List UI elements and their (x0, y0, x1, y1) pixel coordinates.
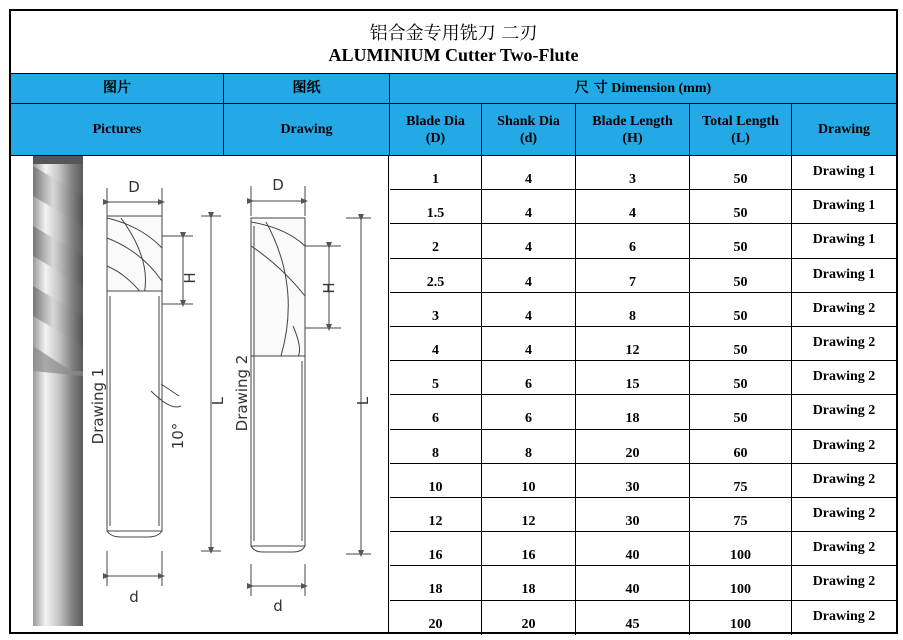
cell-blade-dia: 16 (390, 532, 482, 566)
drawing-2-d-label: d (273, 597, 283, 615)
header-blade-length-symbol: (H) (622, 130, 643, 146)
cell-shank-dia: 18 (482, 566, 576, 600)
cell-blade-dia: 6 (390, 395, 482, 429)
title-english: ALUMINIUM Cutter Two-Flute (328, 45, 579, 65)
cell-shank-dia: 6 (482, 361, 576, 395)
cell-blade-length: 45 (576, 601, 690, 635)
cell-shank-dia: 6 (482, 395, 576, 429)
cell-total-length: 60 (690, 430, 792, 464)
cell-drawing: Drawing 2 (812, 471, 876, 487)
table-row (390, 464, 896, 498)
cell-total-length: 50 (690, 395, 792, 429)
cell-drawing: Drawing 2 (812, 300, 876, 316)
cell-shank-dia: 20 (482, 601, 576, 635)
cell-blade-length: 40 (576, 532, 690, 566)
title-chinese: 铝合金专用铣刀 二刃 (369, 23, 538, 44)
cutter-photo (33, 156, 83, 626)
cell-shank-dia: 8 (482, 430, 576, 464)
cell-total-length: 100 (690, 601, 792, 635)
header-total-length-label: Total Length (702, 113, 779, 129)
cell-shank-dia: 4 (482, 190, 576, 224)
header-blade-dia (390, 104, 482, 156)
cell-blade-dia: 3 (390, 293, 482, 327)
cell-drawing: Drawing 2 (812, 369, 876, 385)
drawing-2-H-label: H (320, 282, 338, 294)
cell-shank-dia: 10 (482, 464, 576, 498)
cell-blade-dia: 5 (390, 361, 482, 395)
cell-total-length: 100 (690, 566, 792, 600)
header-shank-dia (482, 104, 576, 156)
table-row (390, 327, 896, 361)
cell-blade-length: 30 (576, 464, 690, 498)
header-blade-length-label: Blade Length (592, 113, 673, 129)
table-row (390, 224, 896, 258)
cell-drawing: Drawing 2 (812, 574, 876, 590)
cell-shank-dia: 4 (482, 156, 576, 190)
cell-drawing: Drawing 1 (812, 198, 876, 214)
header-blade-dia-label: Blade Dia (406, 113, 465, 129)
cell-blade-dia: 8 (390, 430, 482, 464)
cell-blade-dia: 2.5 (390, 259, 482, 293)
header-blade-length (576, 104, 690, 156)
table-row (390, 259, 896, 293)
drawings-svg (11, 156, 388, 632)
table-row (390, 361, 896, 395)
cell-blade-dia: 1.5 (390, 190, 482, 224)
cell-total-length: 75 (690, 498, 792, 532)
cell-blade-dia: 4 (390, 327, 482, 361)
pictures-and-drawings (11, 156, 389, 632)
cell-drawing: Drawing 1 (812, 232, 876, 248)
table-row (390, 395, 896, 429)
cell-total-length: 50 (690, 156, 792, 190)
drawing-1-D-label: D (128, 178, 140, 196)
drawing-1-d-label: d (129, 588, 139, 606)
cell-drawing: Drawing 2 (812, 403, 876, 419)
table-row (390, 430, 896, 464)
drawing-2 (251, 186, 371, 596)
cell-blade-length: 20 (576, 430, 690, 464)
cell-blade-length: 18 (576, 395, 690, 429)
drawing-1-title: Drawing 1 (89, 367, 107, 445)
cell-blade-length: 30 (576, 498, 690, 532)
header-drawing: Drawing (224, 104, 390, 156)
cell-shank-dia: 4 (482, 224, 576, 258)
table-row (390, 532, 896, 566)
table-row (390, 601, 896, 635)
drawing-2-D-label: D (272, 176, 284, 194)
header-drawing-column: Drawing (792, 104, 896, 156)
cell-blade-dia: 1 (390, 156, 482, 190)
cell-drawing: Drawing 2 (812, 506, 876, 521)
drawing-1-angle: 10° (169, 422, 187, 450)
drawing-1-H-label: H (181, 272, 199, 284)
header-total-length-symbol: (L) (731, 130, 750, 146)
cell-blade-length: 8 (576, 293, 690, 327)
cell-drawing: Drawing 2 (812, 335, 876, 350)
cell-shank-dia: 16 (482, 532, 576, 566)
cell-drawing: Drawing 2 (812, 608, 876, 624)
cell-blade-dia: 20 (390, 601, 482, 635)
drawing-2-title: Drawing 2 (233, 354, 251, 432)
cell-total-length: 50 (690, 190, 792, 224)
table-row (390, 293, 896, 327)
cell-blade-length: 4 (576, 190, 690, 224)
cell-blade-dia: 10 (390, 464, 482, 498)
header-total-length (690, 104, 792, 156)
header-shank-dia-label: Shank Dia (497, 113, 560, 129)
title-block (11, 11, 896, 75)
cell-drawing: Drawing 1 (812, 266, 876, 282)
header-pictures-cn: 图片 (11, 74, 224, 104)
cell-total-length: 100 (690, 532, 792, 566)
drawing-2-L-label: L (354, 396, 372, 406)
header-shank-dia-symbol: (d) (519, 130, 538, 146)
spec-sheet (9, 9, 898, 634)
cell-shank-dia: 4 (482, 293, 576, 327)
table-row (390, 190, 896, 224)
cell-total-length: 50 (690, 327, 792, 361)
table-row (390, 566, 896, 600)
cell-blade-length: 12 (576, 327, 690, 361)
cell-blade-length: 6 (576, 224, 690, 258)
cell-blade-length: 15 (576, 361, 690, 395)
cell-total-length: 50 (690, 259, 792, 293)
drawing-1 (107, 188, 221, 586)
cell-total-length: 50 (690, 224, 792, 258)
cell-drawing: Drawing 2 (812, 540, 876, 556)
cell-blade-length: 40 (576, 566, 690, 600)
header-drawing-cn: 图纸 (224, 74, 390, 104)
cell-blade-dia: 12 (390, 498, 482, 532)
header-dimension (390, 74, 896, 104)
cell-shank-dia: 4 (482, 327, 576, 361)
cell-blade-dia: 18 (390, 566, 482, 600)
header-pictures: Pictures (11, 104, 224, 156)
cell-blade-dia: 2 (390, 224, 482, 258)
cell-shank-dia: 4 (482, 259, 576, 293)
header-blade-dia-symbol: (D) (425, 130, 446, 146)
cell-drawing: Drawing 2 (812, 437, 876, 453)
drawing-1-L-label: L (209, 396, 227, 406)
header-dimension-cn: 尺 寸 (574, 80, 608, 96)
cell-drawing: Drawing 1 (812, 164, 876, 179)
table-row (390, 156, 896, 190)
cell-blade-length: 7 (576, 259, 690, 293)
header-dimension-en: Dimension (mm) (611, 81, 712, 96)
cell-total-length: 50 (690, 293, 792, 327)
table-row (390, 498, 896, 532)
cell-blade-length: 3 (576, 156, 690, 190)
cell-total-length: 75 (690, 464, 792, 498)
cell-total-length: 50 (690, 361, 792, 395)
cell-shank-dia: 12 (482, 498, 576, 532)
